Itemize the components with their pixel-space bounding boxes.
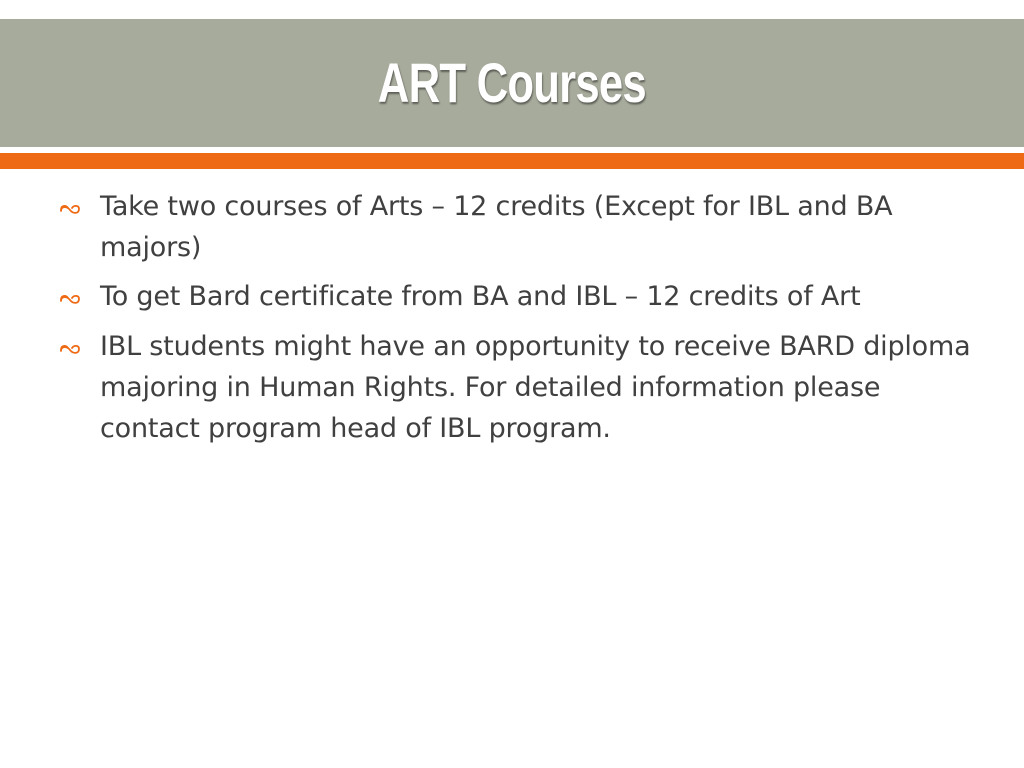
bullet-text: Take two courses of Arts – 12 credits (Except for IBL and BA majors) [100,191,893,263]
title-divider-light [0,147,1024,152]
bullet-list [58,186,978,457]
title-divider-orange [0,153,1024,169]
list-item [58,186,978,268]
title-band [0,19,1024,147]
bullet-text: To get Bard certificate from BA and IBL – 12 credits of Art [100,281,861,312]
infinity-loop-icon [58,186,100,228]
slide-title: ART Courses [377,51,647,114]
bullet-text: IBL students might have an opportunity to receive BARD diploma majoring in Human Rights. For detailed information please contact program head of IBL program. [100,331,971,444]
list-item [58,326,978,449]
infinity-loop-icon [58,326,100,368]
infinity-loop-icon [58,276,100,318]
list-item [58,276,978,318]
